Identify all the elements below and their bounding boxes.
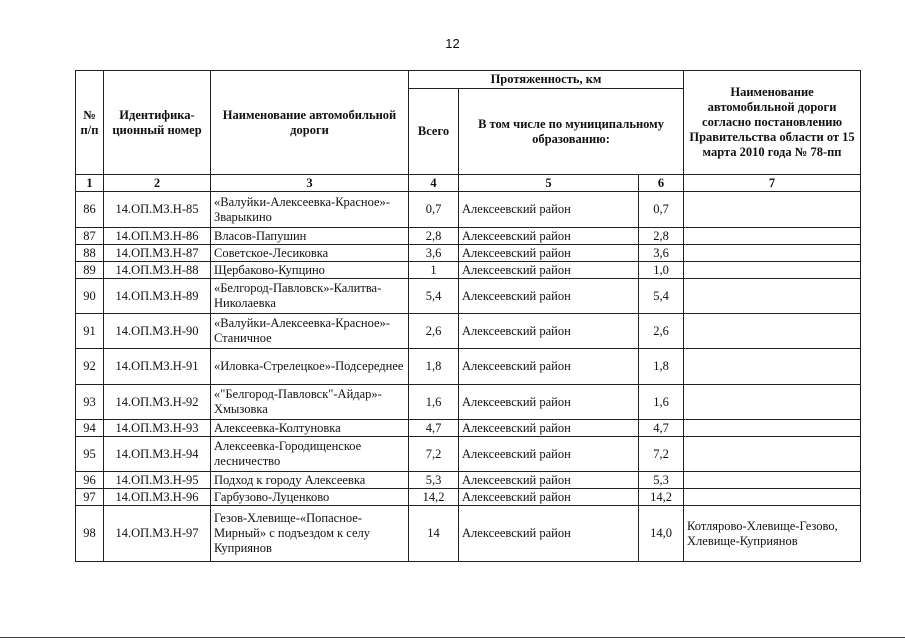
row-road-name: Алексеевка-Городищенское лесничество (211, 437, 409, 472)
roads-table (75, 70, 861, 562)
row-length: 5,4 (639, 279, 684, 314)
row-total: 2,6 (409, 314, 459, 349)
row-total: 1,8 (409, 349, 459, 385)
row-road-name: «Валуйки-Алексеевка-Красное»-Станичное (211, 314, 409, 349)
row-length: 1,0 (639, 262, 684, 279)
row-id: 14.ОП.МЗ.Н-93 (104, 420, 211, 437)
row-total: 5,3 (409, 472, 459, 489)
row-prev-name (684, 314, 861, 349)
table-row (76, 420, 861, 437)
col-number: 4 (409, 175, 459, 192)
row-total: 3,6 (409, 245, 459, 262)
table-row (76, 192, 861, 228)
header-incl: В том числе по муниципальному образованию: (459, 89, 684, 175)
row-id: 14.ОП.МЗ.Н-92 (104, 385, 211, 420)
table-row (76, 262, 861, 279)
header-length-group: Протяженность, км (409, 71, 684, 89)
row-id: 14.ОП.МЗ.Н-87 (104, 245, 211, 262)
row-municipality: Алексеевский район (459, 314, 639, 349)
table-row (76, 506, 861, 562)
row-road-name: «Белгород-Павловск»-Калитва-Николаевка (211, 279, 409, 314)
table-row (76, 437, 861, 472)
table-row (76, 279, 861, 314)
row-num: 93 (76, 385, 104, 420)
table-row (76, 489, 861, 506)
row-length: 3,6 (639, 245, 684, 262)
table-row (76, 228, 861, 245)
header-id: Идентифика-ционный номер (104, 71, 211, 175)
header-total: Всего (409, 89, 459, 175)
col-number: 1 (76, 175, 104, 192)
row-road-name: «Валуйки-Алексеевка-Красное»-Зварыкино (211, 192, 409, 228)
row-municipality: Алексеевский район (459, 489, 639, 506)
row-prev-name: Котлярово-Хлевище-Гезово, Хлевище-Куприянов (684, 506, 861, 562)
row-num: 90 (76, 279, 104, 314)
row-prev-name (684, 349, 861, 385)
page-number: 12 (445, 36, 460, 51)
row-num: 94 (76, 420, 104, 437)
row-municipality: Алексеевский район (459, 385, 639, 420)
row-total: 1,6 (409, 385, 459, 420)
table-row (76, 385, 861, 420)
row-road-name: Гарбузово-Луценково (211, 489, 409, 506)
row-road-name: Советское-Лесиковка (211, 245, 409, 262)
row-road-name: Гезов-Хлевище-«Попасное-Мирный» с подъездом к селу Куприянов (211, 506, 409, 562)
row-length: 14,2 (639, 489, 684, 506)
col-number: 5 (459, 175, 639, 192)
row-municipality: Алексеевский район (459, 245, 639, 262)
row-prev-name (684, 489, 861, 506)
column-number-row (76, 175, 861, 192)
row-length: 1,8 (639, 349, 684, 385)
row-length: 4,7 (639, 420, 684, 437)
row-total: 0,7 (409, 192, 459, 228)
row-num: 91 (76, 314, 104, 349)
row-prev-name (684, 420, 861, 437)
header-prev-name: Наименование автомобильной дороги согласно постановлению Правительства области от 15 марта 2010 года № 78-пп (684, 71, 861, 175)
row-road-name: Алексеевка-Колтуновка (211, 420, 409, 437)
col-number: 2 (104, 175, 211, 192)
row-length: 1,6 (639, 385, 684, 420)
row-municipality: Алексеевский район (459, 472, 639, 489)
row-municipality: Алексеевский район (459, 506, 639, 562)
row-road-name: «"Белгород-Павловск"-Айдар»-Хмызовка (211, 385, 409, 420)
row-length: 0,7 (639, 192, 684, 228)
row-id: 14.ОП.МЗ.Н-86 (104, 228, 211, 245)
row-length: 14,0 (639, 506, 684, 562)
row-road-name: Подход к городу Алексеевка (211, 472, 409, 489)
row-num: 97 (76, 489, 104, 506)
row-total: 4,7 (409, 420, 459, 437)
row-road-name: «Иловка-Стрелецкое»-Подсереднее (211, 349, 409, 385)
row-num: 96 (76, 472, 104, 489)
row-total: 7,2 (409, 437, 459, 472)
row-length: 2,8 (639, 228, 684, 245)
row-num: 95 (76, 437, 104, 472)
row-id: 14.ОП.МЗ.Н-90 (104, 314, 211, 349)
row-num: 92 (76, 349, 104, 385)
col-number: 7 (684, 175, 861, 192)
col-number: 6 (639, 175, 684, 192)
row-id: 14.ОП.МЗ.Н-91 (104, 349, 211, 385)
header-name: Наименование автомобильной дороги (211, 71, 409, 175)
row-id: 14.ОП.МЗ.Н-89 (104, 279, 211, 314)
row-prev-name (684, 385, 861, 420)
row-id: 14.ОП.МЗ.Н-96 (104, 489, 211, 506)
page-bottom-divider (0, 637, 905, 638)
row-prev-name (684, 228, 861, 245)
row-num: 87 (76, 228, 104, 245)
col-number: 3 (211, 175, 409, 192)
row-municipality: Алексеевский район (459, 437, 639, 472)
row-prev-name (684, 437, 861, 472)
row-id: 14.ОП.МЗ.Н-85 (104, 192, 211, 228)
table-row (76, 349, 861, 385)
row-num: 89 (76, 262, 104, 279)
row-prev-name (684, 279, 861, 314)
row-prev-name (684, 245, 861, 262)
row-municipality: Алексеевский район (459, 420, 639, 437)
row-id: 14.ОП.МЗ.Н-88 (104, 262, 211, 279)
row-id: 14.ОП.МЗ.Н-94 (104, 437, 211, 472)
row-id: 14.ОП.МЗ.Н-95 (104, 472, 211, 489)
row-municipality: Алексеевский район (459, 192, 639, 228)
table-row (76, 472, 861, 489)
table-row (76, 245, 861, 262)
row-total: 2,8 (409, 228, 459, 245)
row-municipality: Алексеевский район (459, 279, 639, 314)
row-num: 86 (76, 192, 104, 228)
row-total: 5,4 (409, 279, 459, 314)
table-row (76, 314, 861, 349)
row-road-name: Власов-Папушин (211, 228, 409, 245)
row-num: 98 (76, 506, 104, 562)
row-total: 14 (409, 506, 459, 562)
header-num: № п/п (76, 71, 104, 175)
row-municipality: Алексеевский район (459, 262, 639, 279)
row-total: 1 (409, 262, 459, 279)
row-prev-name (684, 192, 861, 228)
row-total: 14,2 (409, 489, 459, 506)
row-road-name: Щербаково-Купцино (211, 262, 409, 279)
row-prev-name (684, 472, 861, 489)
row-length: 5,3 (639, 472, 684, 489)
row-municipality: Алексеевский район (459, 349, 639, 385)
row-prev-name (684, 262, 861, 279)
row-municipality: Алексеевский район (459, 228, 639, 245)
row-length: 2,6 (639, 314, 684, 349)
row-num: 88 (76, 245, 104, 262)
row-length: 7,2 (639, 437, 684, 472)
row-id: 14.ОП.МЗ.Н-97 (104, 506, 211, 562)
